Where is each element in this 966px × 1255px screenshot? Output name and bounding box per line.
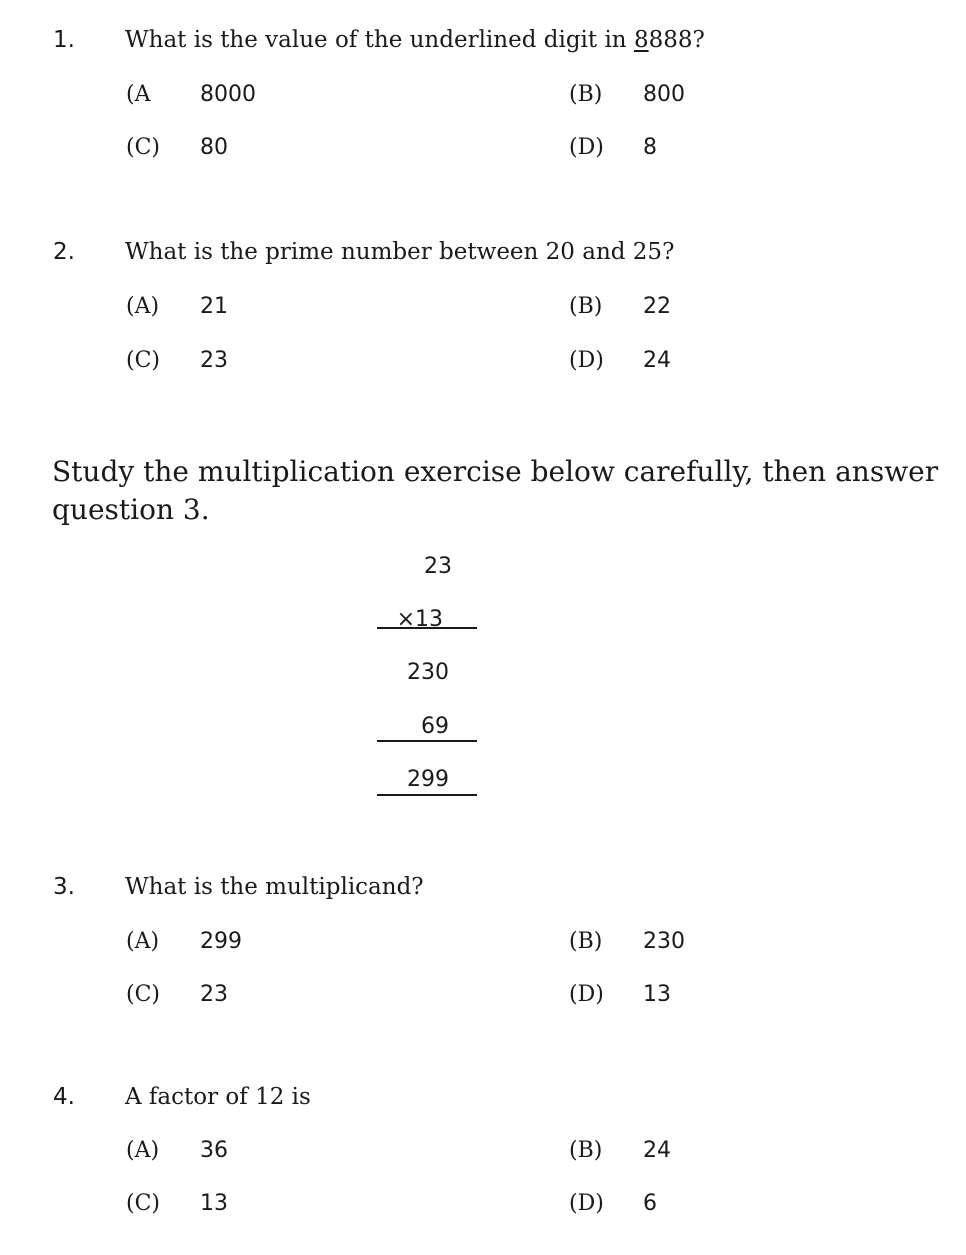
option-letter-a[interactable]: (A) bbox=[126, 929, 160, 954]
question-number: 4. bbox=[53, 1084, 75, 1110]
option-letter-b[interactable]: (B) bbox=[569, 82, 603, 107]
option-value-d[interactable]: 24 bbox=[643, 348, 671, 373]
question-number: 3. bbox=[53, 874, 75, 900]
option-value-a[interactable]: 21 bbox=[200, 294, 228, 319]
question-number: 2. bbox=[53, 239, 75, 265]
option-value-c[interactable]: 13 bbox=[200, 1191, 228, 1216]
multiplicand: 23 bbox=[424, 554, 452, 579]
product-rule bbox=[377, 794, 477, 796]
multiplier: ×13 bbox=[396, 607, 443, 632]
option-letter-a[interactable]: (A) bbox=[126, 1138, 160, 1163]
option-value-c[interactable]: 23 bbox=[200, 348, 228, 373]
option-value-b[interactable]: 230 bbox=[643, 929, 685, 954]
option-value-a[interactable]: 299 bbox=[200, 929, 242, 954]
option-letter-b[interactable]: (B) bbox=[569, 929, 603, 954]
question-text-part: What is the value of the underlined digit in bbox=[125, 27, 634, 53]
instruction-text: Study the multiplication exercise below carefully, then answer question 3. bbox=[52, 455, 939, 526]
product: 299 bbox=[407, 767, 449, 792]
partial-product-1: 230 bbox=[407, 660, 449, 685]
question-text: A factor of 12 is bbox=[125, 1084, 311, 1110]
option-letter-d[interactable]: (D) bbox=[569, 982, 604, 1007]
option-value-b[interactable]: 24 bbox=[643, 1138, 671, 1163]
option-value-d[interactable]: 13 bbox=[643, 982, 671, 1007]
option-letter-a[interactable]: (A) bbox=[126, 294, 160, 319]
option-value-c[interactable]: 80 bbox=[200, 135, 228, 160]
option-value-a[interactable]: 36 bbox=[200, 1138, 228, 1163]
partial-product-2: 69 bbox=[421, 714, 449, 739]
question-text-part: 888? bbox=[648, 27, 705, 53]
option-letter-b[interactable]: (B) bbox=[569, 294, 603, 319]
option-letter-c[interactable]: (C) bbox=[126, 348, 160, 373]
option-value-d[interactable]: 8 bbox=[643, 135, 657, 160]
option-value-d[interactable]: 6 bbox=[643, 1191, 657, 1216]
option-letter-a[interactable]: (A bbox=[126, 82, 151, 107]
multiplier-rule bbox=[377, 627, 477, 629]
question-number: 1. bbox=[53, 27, 75, 53]
option-letter-c[interactable]: (C) bbox=[126, 982, 160, 1007]
sum-rule bbox=[377, 740, 477, 742]
option-letter-b[interactable]: (B) bbox=[569, 1138, 603, 1163]
option-letter-d[interactable]: (D) bbox=[569, 348, 604, 373]
option-value-c[interactable]: 23 bbox=[200, 982, 228, 1007]
question-text bbox=[125, 27, 705, 53]
option-letter-c[interactable]: (C) bbox=[126, 135, 160, 160]
option-value-b[interactable]: 800 bbox=[643, 82, 685, 107]
question-text: What is the prime number between 20 and 25? bbox=[125, 239, 675, 265]
option-letter-c[interactable]: (C) bbox=[126, 1191, 160, 1216]
option-value-a[interactable]: 8000 bbox=[200, 82, 256, 107]
question-text: What is the multiplicand? bbox=[125, 874, 424, 900]
option-letter-d[interactable]: (D) bbox=[569, 135, 604, 160]
option-value-b[interactable]: 22 bbox=[643, 294, 671, 319]
underlined-digit: 8 bbox=[633, 27, 649, 53]
option-letter-d[interactable]: (D) bbox=[569, 1191, 604, 1216]
